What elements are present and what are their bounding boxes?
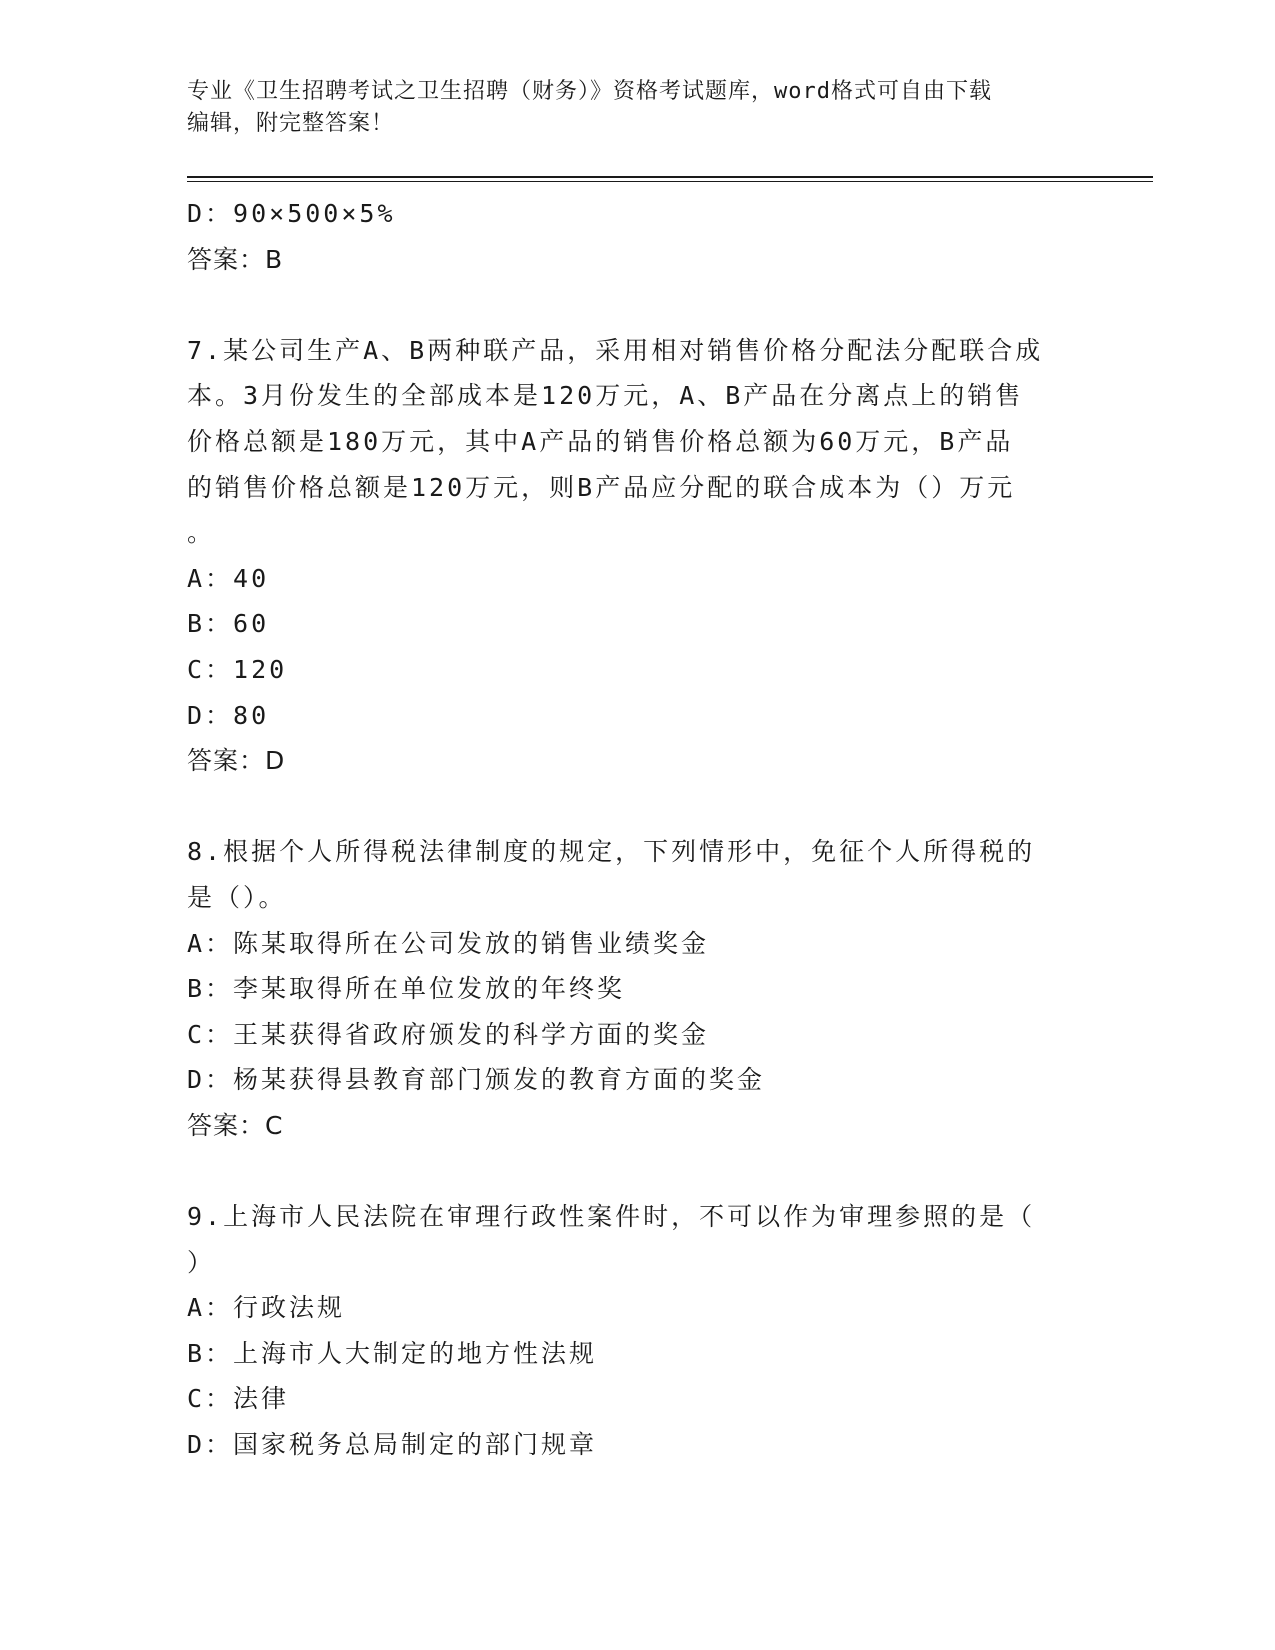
question-stem-line: 9.上海市人民法院在审理行政性案件时，不可以作为审理参照的是（	[187, 1202, 1036, 1232]
question-stem-line: 。	[187, 518, 216, 548]
spacer	[187, 1148, 1087, 1194]
header-divider-thin	[187, 181, 1153, 182]
spacer	[187, 784, 1087, 830]
option-b: B：李某取得所在单位发放的年终奖	[187, 974, 626, 1004]
question-stem-line: 本。3月份发生的全部成本是120万元，A、B产品在分离点上的销售	[187, 381, 1024, 411]
option-b: B：60	[187, 609, 270, 639]
question-7	[187, 328, 1087, 784]
answer-prev: 答案：B	[187, 244, 284, 274]
question-stem-line: ）	[187, 1247, 216, 1277]
option-d: D：杨某获得县教育部门颁发的教育方面的奖金	[187, 1065, 766, 1095]
header-line-1: 专业《卫生招聘考试之卫生招聘（财务）》资格考试题库，word格式可自由下载	[187, 79, 992, 104]
question-8	[187, 829, 1087, 1148]
question-stem-line: 价格总额是180万元，其中A产品的销售价格总额为60万元，B产品	[187, 426, 1014, 456]
option-a: A：40	[187, 563, 270, 593]
option-c: C：120	[187, 654, 288, 684]
answer: 答案：D	[187, 746, 286, 776]
option-b: B：上海市人大制定的地方性法规	[187, 1338, 598, 1368]
question-stem-line: 7.某公司生产A、B两种联产品，采用相对销售价格分配法分配联合成	[187, 335, 1044, 365]
question-content	[187, 191, 1087, 1468]
answer: 答案：C	[187, 1110, 284, 1140]
option-a: A：陈某取得所在公司发放的销售业绩奖金	[187, 928, 710, 958]
header-line-2: 编辑，附完整答案！	[187, 111, 395, 136]
option-d-prev: D：90×500×5%	[187, 199, 396, 228]
option-c: C：王某获得省政府颁发的科学方面的奖金	[187, 1019, 710, 1049]
question-stem-line: 是（）。	[187, 882, 287, 912]
option-d: D：国家税务总局制定的部门规章	[187, 1430, 598, 1460]
question-stem-line: 的销售价格总额是120万元，则B产品应分配的联合成本为（）万元	[187, 472, 1016, 502]
question-9	[187, 1194, 1087, 1468]
spacer	[187, 282, 1087, 328]
option-a: A：行政法规	[187, 1293, 346, 1323]
document-header	[187, 76, 1067, 140]
option-d: D：80	[187, 700, 270, 730]
question-stem-line: 8.根据个人所得税法律制度的规定，下列情形中，免征个人所得税的	[187, 837, 1036, 867]
header-divider-thick	[187, 176, 1153, 178]
option-c: C：法律	[187, 1384, 290, 1414]
